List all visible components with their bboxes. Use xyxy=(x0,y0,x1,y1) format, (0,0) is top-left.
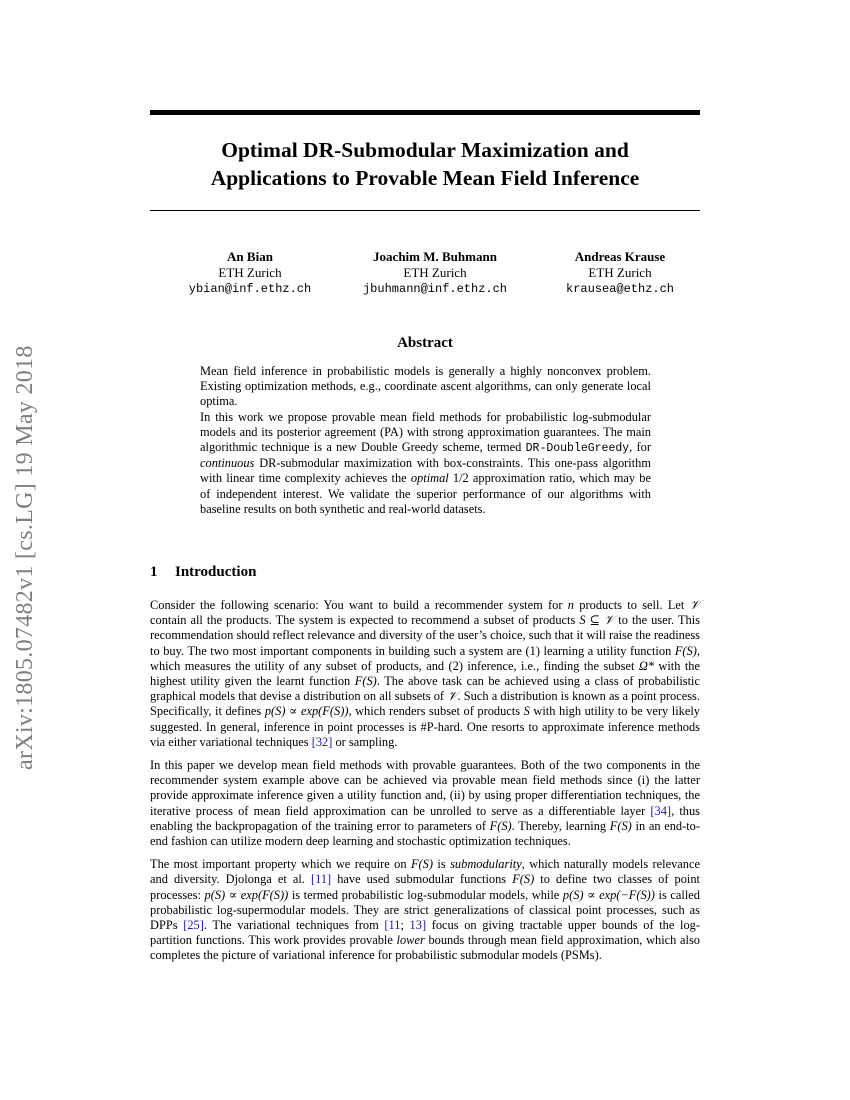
text-run: have used submodular functions xyxy=(331,872,513,887)
math: p(S) ∝ exp(F(S)) xyxy=(204,887,289,902)
abstract-body xyxy=(200,364,651,517)
author-name: An Bian xyxy=(227,249,273,264)
text-run: with high utility to be very likely suggested. In general, inference in point processes is #P-hard. One resorts to approximate inference methods via either variational techniques xyxy=(150,704,700,749)
text-run: . Such a distribution is known as a point process. Specifically, it defines xyxy=(150,689,700,719)
math: S ⊆ 𝒱 xyxy=(579,613,615,628)
intro-paragraph-3 xyxy=(150,857,700,963)
text-run: focus on giving tractable upper bounds of the log-partition functions. This work provides provable xyxy=(150,918,700,948)
emphasis: submodularity xyxy=(450,857,522,872)
citation-link[interactable]: [11 xyxy=(384,918,401,933)
paper-title xyxy=(150,136,700,192)
text-run: contain all the products. The system is expected to recommend a subset of products xyxy=(150,613,580,628)
emphasis: continuous xyxy=(200,456,255,471)
text-run: is called probabilistic log-supermodular models. They are strict generalizations of classical point processes, such as DPPs xyxy=(150,887,700,933)
author-name: Andreas Krause xyxy=(574,249,666,264)
text-run: The most important property which we require on xyxy=(150,857,411,872)
intro-paragraph-2 xyxy=(150,758,700,849)
section-heading xyxy=(150,564,256,581)
algorithm-name: DR-DoubleGreedy xyxy=(525,442,630,456)
math: p(S) ∝ exp(−F(S)) xyxy=(562,887,655,902)
math: F(S) xyxy=(609,818,632,833)
text-run: . The above task can be achieved using a class of probabilistic graphical models that devise a distribution on all subsets of xyxy=(150,674,700,704)
math: p(S) ∝ exp(F(S)) xyxy=(264,704,349,719)
author-email[interactable]: krausea@ethz.ch xyxy=(565,282,675,296)
abstract-heading: Abstract xyxy=(397,335,453,351)
math: n xyxy=(567,598,574,612)
math: F(S) xyxy=(354,674,377,689)
text-run: In this work we propose provable mean field methods for probabilistic log-submodular models and its posterior agreement (PA) with strong approximation guarantees. The main algorithmic technique is a new Double Greedy scheme, termed xyxy=(200,409,651,455)
text-run: or sampling. xyxy=(332,734,398,749)
text-run: to define two classes of point processes: xyxy=(150,872,700,902)
citation-link[interactable]: [25] xyxy=(183,918,204,933)
math: S xyxy=(523,704,530,719)
intro-paragraph-1 xyxy=(150,598,700,750)
text-run: ; xyxy=(400,918,410,933)
author-email[interactable]: ybian@inf.ethz.ch xyxy=(188,282,312,296)
math: F(S) xyxy=(674,643,697,658)
citation-link[interactable]: 13] xyxy=(409,918,427,933)
text-run: with the highest utility given the learnt function xyxy=(150,658,700,689)
author-2 xyxy=(345,249,525,297)
text-run: products to sell. Let xyxy=(574,598,690,612)
text-run: DR-submodular maximization with box-constraints. This one-pass algorithm with linear time complexity achieves the xyxy=(200,456,651,486)
introduction-body xyxy=(150,598,700,972)
text-run: Consider the following scenario: You want to build a recommender system for xyxy=(150,598,568,612)
text-run: . Thereby, learning xyxy=(511,818,610,833)
author-affiliation: ETH Zurich xyxy=(218,265,282,280)
title-bottom-rule xyxy=(150,210,700,211)
math: F(S) xyxy=(489,818,512,833)
title-line-2: Applications to Provable Mean Field Inference xyxy=(210,166,640,190)
author-affiliation: ETH Zurich xyxy=(403,265,467,280)
section-number: 1 xyxy=(150,564,158,580)
title-line-1: Optimal DR-Submodular Maximization and xyxy=(221,138,629,162)
author-name: Joachim M. Buhmann xyxy=(373,249,497,264)
author-3 xyxy=(540,249,700,297)
emphasis: optimal xyxy=(410,471,449,486)
emphasis: lower xyxy=(396,933,425,948)
text-run: In this paper we develop mean field methods with provable guarantees. Both of the two components in the recommender system example above can be achieved via provable mean field methods since (i) the latter provide approximate inference given a utility function and, (ii) by using proper differentiation techniques, the iterative process of mean field approximation can be unrolled to serve as a differentiable layer xyxy=(150,758,700,818)
text-run: to the user. This recommendation should reflect relevance and diversity of the user’s choice, such that it will raise the readiness to buy. The two most important components in building such a system are (1) learning a utility function xyxy=(150,613,700,658)
math: 𝒱 xyxy=(447,689,458,704)
text-run: in an end-to-end fashion can utilize modern deep learning and stochastic optimization techniques. xyxy=(150,818,700,849)
arxiv-stamp: arXiv:1805.07482v1 [cs.LG] 19 May 2018 xyxy=(12,345,38,770)
section-title: Introduction xyxy=(175,564,257,580)
citation-link[interactable]: [32] xyxy=(311,734,333,749)
abstract-paragraph-2 xyxy=(200,410,651,517)
text-run: bounds through mean field approximation, which also completes the picture of variational inference for probabilistic submodular models (PSMs). xyxy=(150,933,700,963)
citation-link[interactable]: [34] xyxy=(650,803,672,818)
text-run: , thus enabling the backpropagation of the training error to parameters of xyxy=(150,803,700,833)
title-top-rule xyxy=(150,110,700,115)
author-email[interactable]: jbuhmann@inf.ethz.ch xyxy=(362,282,508,296)
citation-link[interactable]: [11] xyxy=(310,872,332,887)
math: Ω* xyxy=(638,658,654,673)
text-run: is xyxy=(433,857,451,872)
text-run: is termed probabilistic log-submodular models, while xyxy=(288,887,563,902)
text-run: . The variational techniques from xyxy=(203,918,385,933)
author-affiliation: ETH Zurich xyxy=(588,265,652,280)
abstract-paragraph-1: Mean field inference in probabilistic models is generally a highly nonconvex problem. Existing optimization methods, e.g., coordinate ascent algorithms, can only generate local optima. xyxy=(200,364,651,409)
math: F(S) xyxy=(512,872,535,887)
text-run: , which renders subset of products xyxy=(348,704,524,719)
text-run: , which measures the utility of any subset of products, and (2) inference, i.e., finding the subset xyxy=(150,643,700,673)
text-run: , which naturally models relevance and diversity. Djolonga et al. xyxy=(150,857,701,887)
author-1 xyxy=(180,249,320,297)
text-run: 1/2 approximation ratio, which may be of independent interest. We validate the superior performance of our algorithms with baseline results on both synthetic and real-world datasets. xyxy=(200,471,651,516)
math: 𝒱 xyxy=(689,598,700,612)
math: F(S) xyxy=(410,857,434,872)
text-run: , for xyxy=(629,440,651,455)
